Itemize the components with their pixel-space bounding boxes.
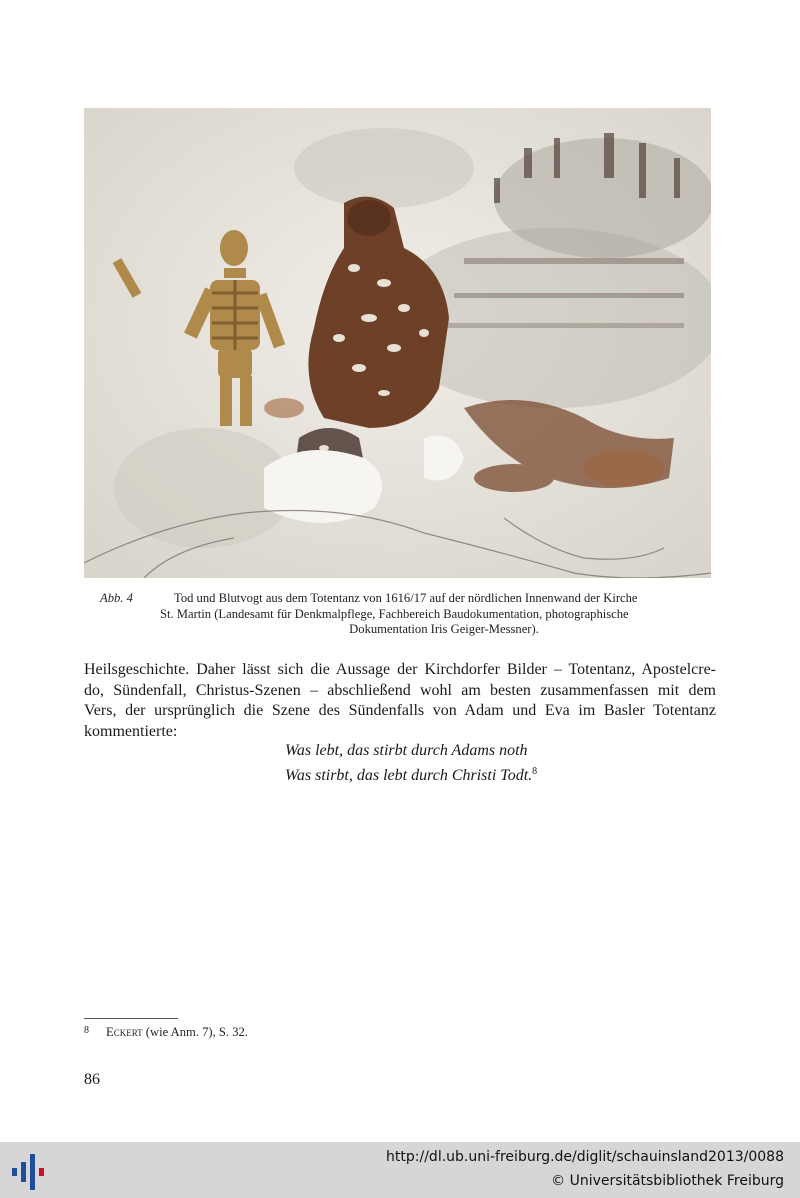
caption-line-1: Tod und Blutvogt aus dem Totentanz von 1616/17 auf der nördlichen Innenwand der Kirche xyxy=(174,591,638,605)
footer-bar xyxy=(0,1142,800,1198)
verse-quote xyxy=(285,741,537,786)
footnote-author: Eckert xyxy=(106,1025,143,1039)
figure-label: Abb. 4 xyxy=(100,591,133,605)
mural-photo xyxy=(84,108,711,578)
verse-line-2: Was stirbt, das lebt durch Christi Todt. xyxy=(285,766,533,784)
body-line-4: kommentierte: xyxy=(84,722,178,740)
body-paragraph xyxy=(84,660,716,742)
caption-line-3: Dokumentation Iris Geiger-Messner). xyxy=(349,622,539,636)
caption-line-2: St. Martin (Landesamt für Denkmalpflege, Fachbereich Baudokumentation, photographische xyxy=(160,606,629,621)
body-line-1: Heilsgeschichte. Daher lässt sich die Aussage der Kirchdorfer Bilder – Totentanz, Apostelcre- xyxy=(84,661,716,678)
document-url-link[interactable]: http://dl.ub.uni-freiburg.de/diglit/schauinsland2013/0088 xyxy=(386,1149,784,1165)
footnote-number: 8 xyxy=(84,1025,89,1036)
body-line-3: Vers, der ursprünglich die Szene des Sündenfalls von Adam und Eva im Basler Totentanz xyxy=(84,702,716,720)
mural-image xyxy=(84,108,711,578)
copyright-notice: © Universitätsbibliothek Freiburg xyxy=(551,1173,784,1189)
page-number: 86 xyxy=(84,1071,100,1088)
ub-freiburg-logo-icon[interactable] xyxy=(10,1154,50,1190)
body-line-2: do, Sündenfall, Christus-Szenen – abschließend wohl am besten zusammenfassen mit dem xyxy=(84,681,716,699)
footnote-text: (wie Anm. 7), S. 32. xyxy=(142,1025,248,1039)
footnote-divider xyxy=(84,1018,178,1019)
figure-caption xyxy=(100,591,710,638)
footnote-reference[interactable]: 8 xyxy=(532,765,538,777)
footnote xyxy=(84,1025,248,1040)
verse-line-1: Was lebt, das stirbt durch Adams noth xyxy=(285,742,528,759)
